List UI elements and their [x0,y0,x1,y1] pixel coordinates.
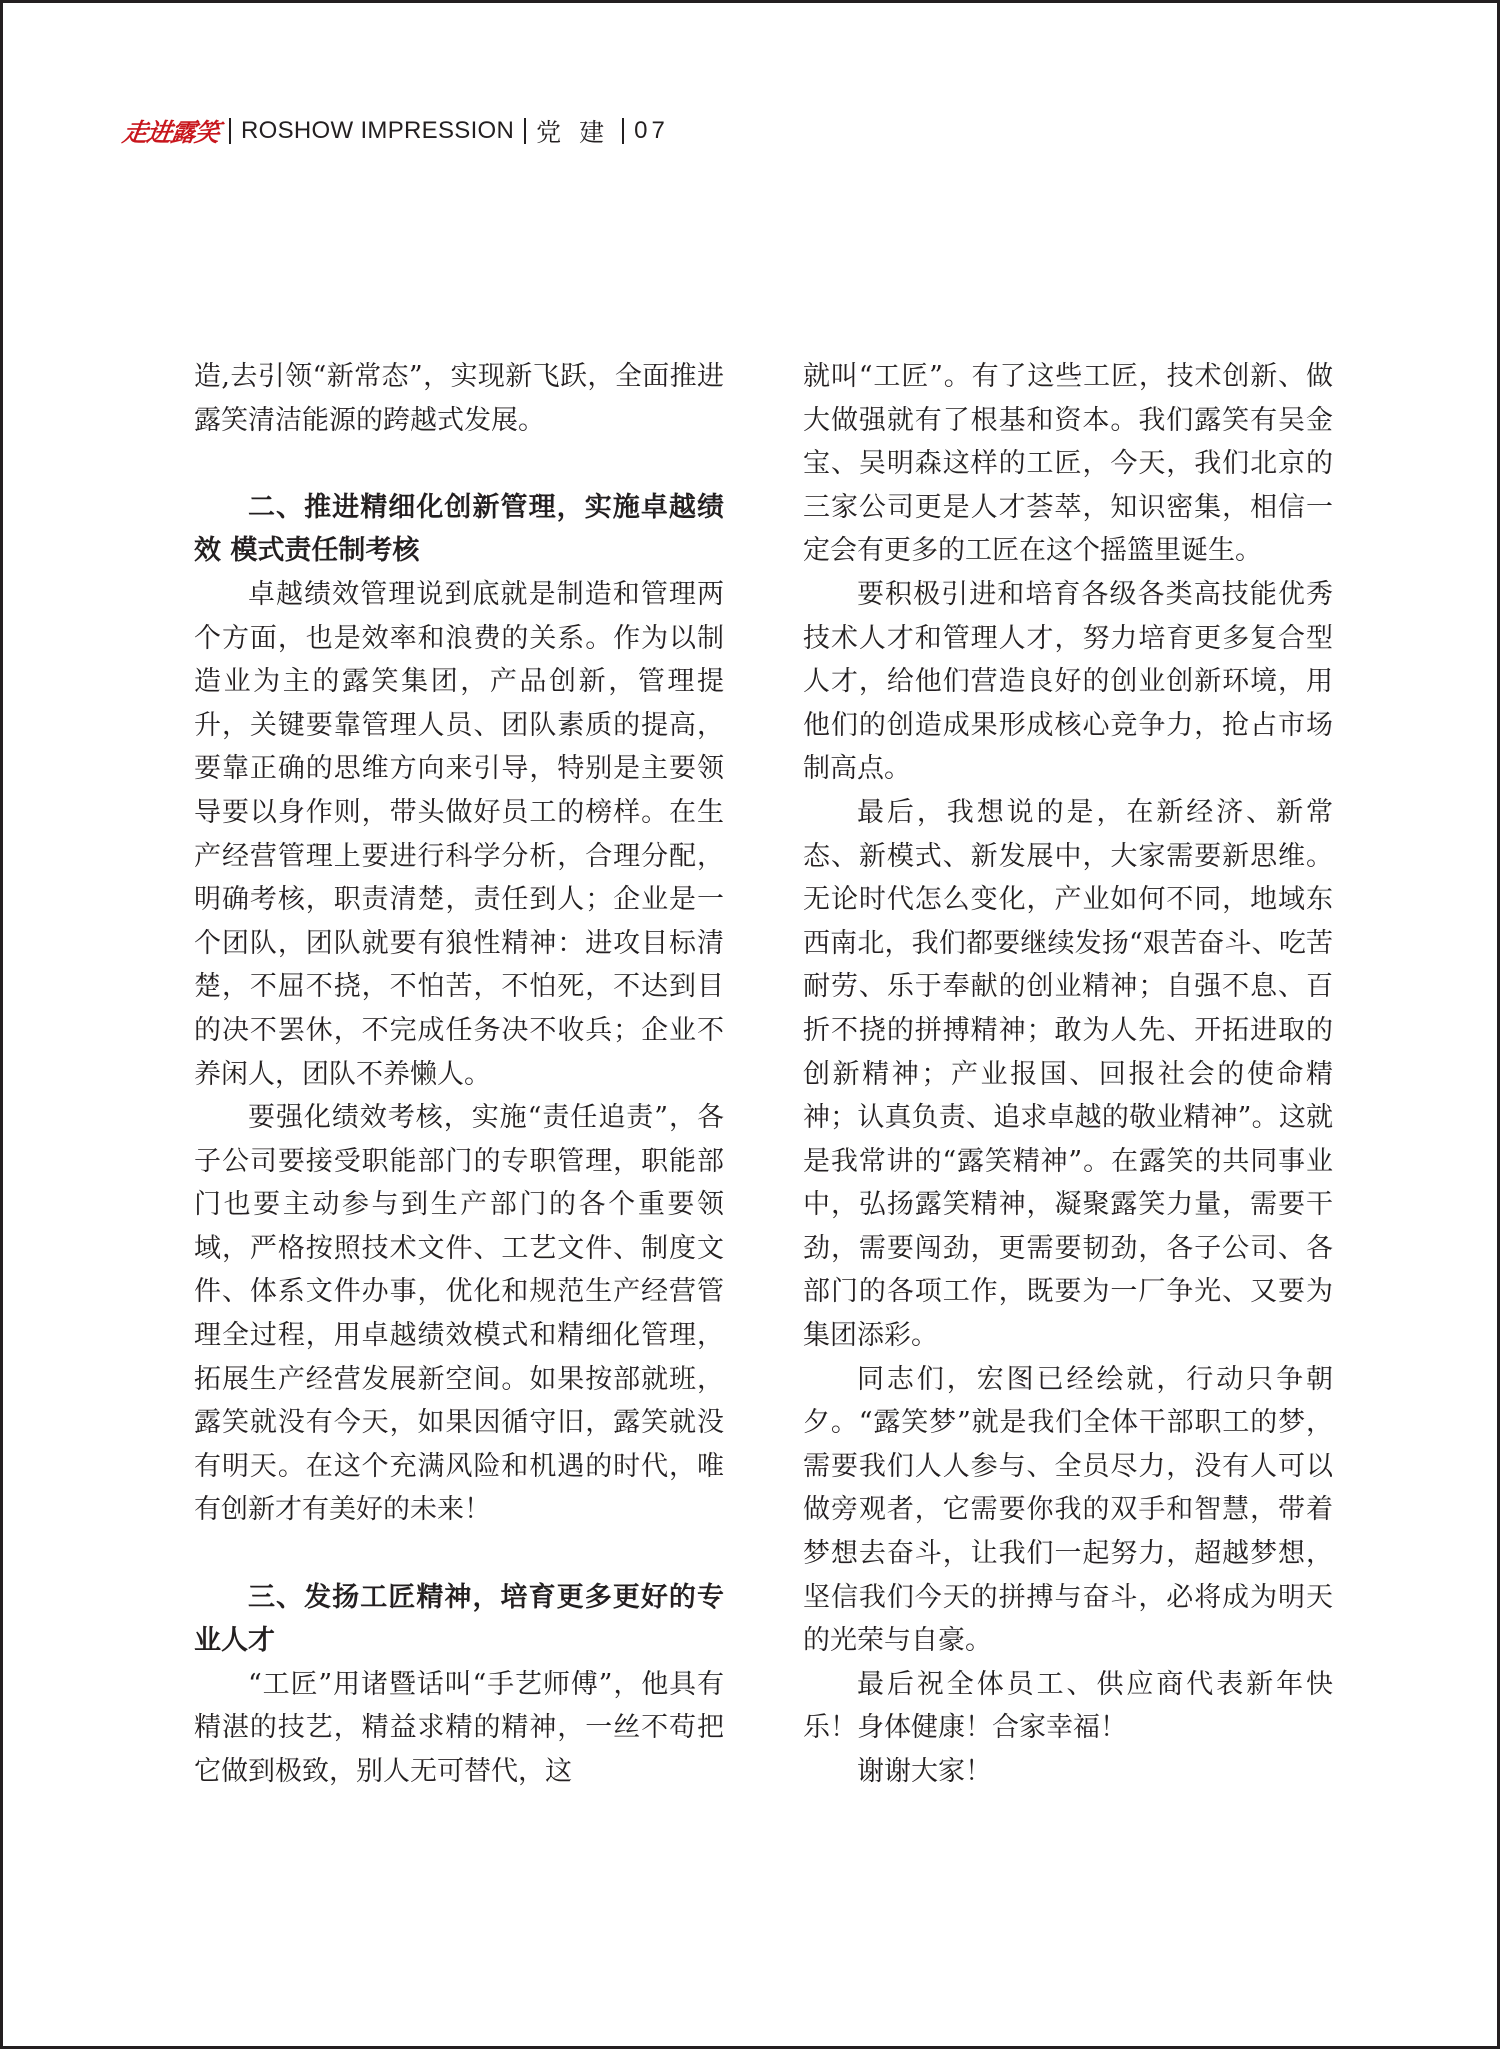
paragraph: “工匠”用诸暨话叫“手艺师傅”，他具有精湛的技艺，精益求精的精神，一丝不苟把它做到极致，别人无可替代，这 [194,1668,724,1787]
header-divider [622,118,624,144]
paragraph: 要强化绩效考核，实施“责任追责”，各子公司要接受职能部门的专职管理，职能部门也要主动参与到生产部门的各个重要领域，严格按照技术文件、工艺文件、制度文件、体系文件办事，优化和规范生产经营管理全过程，用卓越绩效模式和精细化管理，拓展生产经营发展新空间。如果按部就班，露笑就没有今天，如果因循守旧，露笑就没有明天。在这个充满风险和机遇的时代，唯有创新才有美好的未来！ [194,1102,724,1526]
header-divider [524,118,526,144]
section-heading-3: 三、发扬工匠精神，培育更多更好的专业人才 [194,1581,724,1657]
section-heading-2: 二、推进精细化创新管理，实施卓越绩效 模式责任制考核 [194,491,724,567]
right-column [803,355,1333,1794]
paragraph: 最后，我想说的是，在新经济、新常态、新模式、新发展中，大家需要新思维。无论时代怎么变化，产业如何不同，地域东西南北，我们都要继续发扬“艰苦奋斗、吃苦耐劳、乐于奉献的创业精神；自强不息、百折不挠的拼搏精神；敢为人先、开拓进取的创新精神；产业报国、回报社会的使命精神；认真负责、追求卓越的敬业精神”。这就是我常讲的“露笑精神”。在露笑的共同事业中，弘扬露笑精神，凝聚露笑力量，需要干劲，需要闯劲，更需要韧劲，各子公司、各部门的各项工作，既要为一厂争光、又要为集团添彩。 [803,796,1333,1352]
paragraph-continued: 就叫“工匠”。有了这些工匠，技术创新、做大做强就有了根基和资本。我们露笑有吴金宝、吴明森这样的工匠，今天，我们北京的三家公司更是人才荟萃，知识密集，相信一定会有更多的工匠在这个摇篮里诞生。 [803,361,1333,567]
magazine-name: ROSHOW IMPRESSION [241,117,515,144]
spacer [194,1532,724,1576]
paragraph: 卓越绩效管理说到底就是制造和管理两个方面，也是效率和浪费的关系。作为以制造业为主的露笑集团，产品创新，管理提升，关键要靠管理人员、团队素质的提高，要靠正确的思维方向来引导，特别是主要领导要以身作则，带头做好员工的榜样。在生产经营管理上要进行科学分析，合理分配，明确考核，职责清楚，责任到人；企业是一个团队，团队就要有狼性精神：进攻目标清楚，不屈不挠，不怕苦，不怕死，不达到目的决不罢休，不完成任务决不收兵；企业不养闲人，团队不养懒人。 [194,578,724,1090]
magazine-logo: 走进露笑 [120,118,221,147]
closing-line: 谢谢大家！ [857,1756,992,1787]
spacer [194,442,724,486]
paragraph: 同志们，宏图已经绘就，行动只争朝夕。“露笑梦”就是我们全体干部职工的梦，需要我们人人参与、全员尽力，没有人可以做旁观者，它需要你我的双手和智慧，带着梦想去奋斗，让我们一起努力，超越梦想，坚信我们今天的拼搏与奋斗，必将成为明天的光荣与自豪。 [803,1363,1333,1657]
page-number: 07 [634,117,669,144]
running-header [120,111,669,151]
section-name: 党建 [536,119,623,147]
paragraph: 要积极引进和培育各级各类高技能优秀技术人才和管理人才，努力培育更多复合型人才，给他们营造良好的创业创新环境，用他们的创造成果形成核心竞争力，抢占市场制高点。 [803,578,1333,785]
paragraph-continued: 造,去引领“新常态”，实现新飞跃，全面推进露笑清洁能源的跨越式发展。 [194,361,724,436]
header-divider [229,118,231,144]
left-column [194,355,724,1794]
paragraph: 最后祝全体员工、供应商代表新年快乐！身体健康！合家幸福！ [803,1668,1333,1744]
